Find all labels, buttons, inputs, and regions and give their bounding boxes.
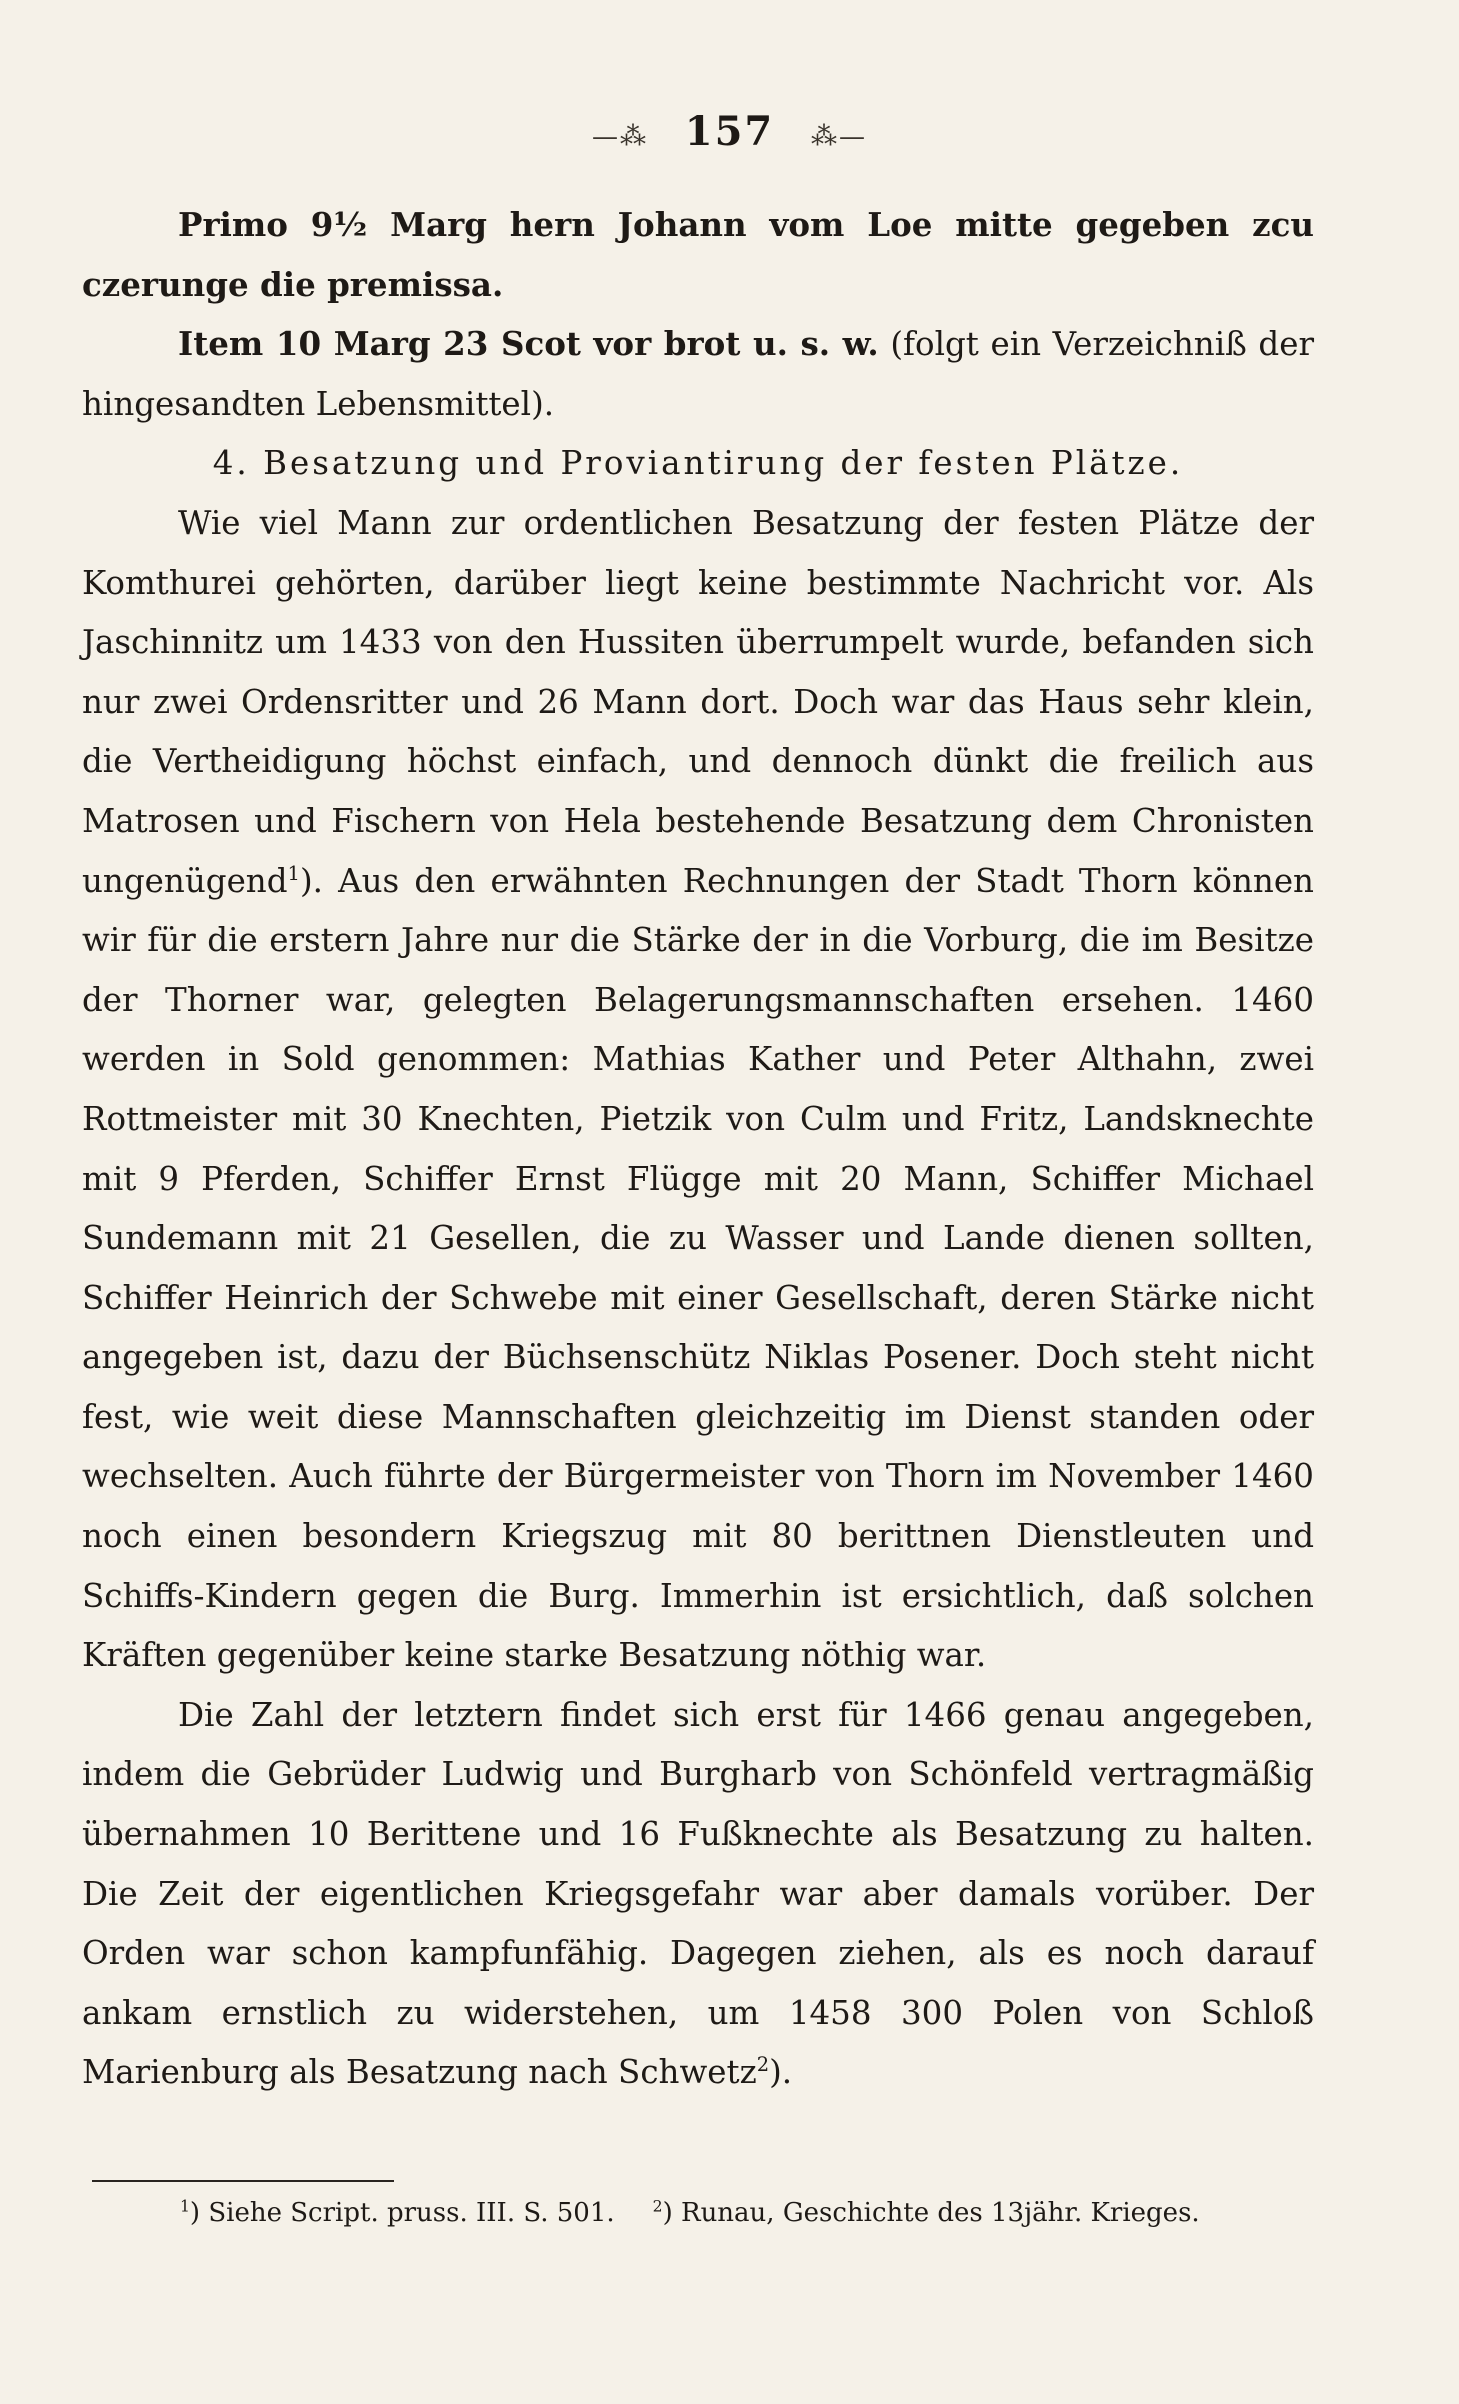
- paragraph-besatzung-part2: ). Aus den erwähnten Rechnungen der Stadt Thorn können wir für die erstern Jahre nur die Stärke der in die Vorburg, die im Besitze der Thorner war, gelegten Belagerungsmannschaften ersehen. 1460 werden in Sold genommen: Mathias Kather und Peter Althahn, zwei Rottmeister mit 30 Knechten, Pietzik von Culm und Fritz, Landsknechte mit 9 Pferden, Schiffer Ernst Flügge mit 20 Mann, Schiffer Michael Sundemann mit 21 Gesellen, die zu Wasser und Lande dienen sollten, Schiffer Heinrich der Schwebe mit einer Gesellschaft, deren Stärke nicht angegeben ist, dazu der Büchsenschütz Niklas Posener. Doch steht nicht fest, wie weit diese Mannschaften gleichzeitig im Dienst standen oder wechselten. Auch führte der Bürgermeister von Thorn im November 1460 noch einen besondern Kriegszug mit 80 berittnen Dienstleuten und Schiffs-Kindern gegen die Burg. Immerhin ist ersichtlich, daß solchen Kräften gegenüber keine starke Besatzung nöthig war.: [82, 861, 1314, 1675]
- header-ornament-left: —⁂: [592, 122, 649, 152]
- footnote-2: [653, 2198, 1200, 2228]
- quote-item-bold: Item 10 Marg 23 Scot vor brot u. s. w.: [178, 324, 879, 364]
- paragraph-zahl-part1: Die Zahl der letztern findet sich erst für 1466 genau angegeben, indem die Gebrüder Ludwig und Burgharb von Schönfeld vertragmäßig übernahmen 10 Berittene und 16 Fußknechte als Besatzung zu halten. Die Zeit der eigentlichen Kriegsgefahr war aber damals vorüber. Der Orden war schon kampfunfähig. Dagegen ziehen, als es noch darauf ankam ernstlich zu widerstehen, um 1458 300 Polen von Schloß Marienburg als Besatzung nach Schwetz: [82, 1695, 1314, 2092]
- footnote-2-ref: 2: [652, 2197, 663, 2216]
- paragraph-zahl-part2: ).: [769, 2053, 793, 2092]
- footnote-ref-2[interactable]: 2: [756, 2053, 770, 2077]
- quote-primo: Primo 9½ Marg hern Johann vom Loe mitte gegeben zcu czerunge die premissa.: [82, 205, 1314, 304]
- page-number: 157: [684, 108, 775, 155]
- footnotes: [180, 2188, 1320, 2238]
- quote-item-note: (folgt ein Verzeichniß der hingesandten Lebensmittel).: [82, 325, 1314, 423]
- footnote-2-text: ) Runau, Geschichte des 13jähr. Krieges.: [662, 2198, 1200, 2228]
- section-heading: 4. Besatzung und Proviantirung der festen Plätze.: [212, 444, 1184, 483]
- paragraph-besatzung-part1: Wie viel Mann zur ordentlichen Besatzung der festen Plätze der Komthurei gehörten, darüber liegt keine bestimmte Nachricht vor. Als Jaschinnitz um 1433 von den Hussiten überrumpelt wurde, befanden sich nur zwei Ordensritter und 26 Mann dort. Doch war das Haus sehr klein, die Vertheidigung höchst einfach, und dennoch dünkt die freilich aus Matrosen und Fischern von Hela bestehende Besatzung dem Chronisten ungenügend: [82, 503, 1314, 900]
- page-header: [0, 108, 1459, 155]
- paragraph-besatzung: [82, 494, 1314, 1686]
- footnote-1-text: ) Siehe Script. pruss. III. S. 501.: [189, 2198, 615, 2228]
- footnote-ref-1[interactable]: 1: [287, 861, 300, 885]
- paragraph-zahl: [82, 1686, 1314, 2103]
- body-text: [82, 195, 1314, 2103]
- header-ornament-right: ⁂—: [810, 122, 867, 152]
- footnote-1-ref: 1: [180, 2197, 190, 2216]
- footnote-rule: [92, 2180, 394, 2182]
- quote-item: [82, 314, 1314, 434]
- footnote-1: [180, 2198, 615, 2228]
